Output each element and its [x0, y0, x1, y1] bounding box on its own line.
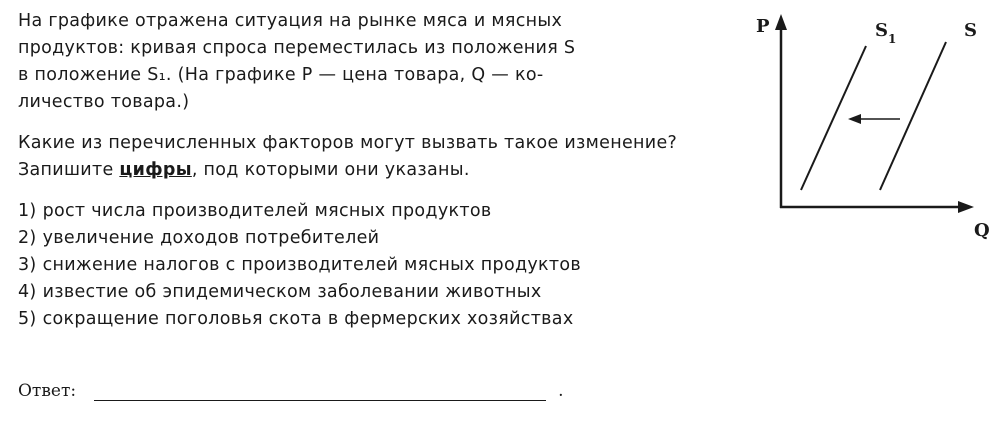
option-text: рост числа производителей мясных продуктов	[42, 201, 492, 221]
answer-field[interactable]	[94, 382, 546, 401]
question-text-start: Какие из перечисленных факторов могут вызвать такое изменение? Запишите	[18, 133, 678, 180]
answer-end-dot: .	[558, 381, 564, 401]
curve-s-label: S	[964, 20, 977, 41]
task-text	[18, 8, 718, 333]
x-axis-arrow	[958, 201, 974, 213]
task-intro	[18, 8, 718, 116]
curve-s1-label-main: S	[875, 20, 888, 41]
curve-s	[880, 42, 946, 190]
intro-line-1: На графике отражена ситуация на рынке мяса и мясных	[18, 11, 563, 31]
option-number: 3)	[18, 255, 37, 275]
option-text: увеличение доходов потребителей	[42, 228, 380, 248]
intro-line-4: личество товара.)	[18, 92, 190, 112]
option-item	[18, 198, 718, 225]
option-text: снижение налогов с производителей мясных продуктов	[42, 255, 581, 275]
answer-row	[18, 381, 564, 401]
option-number: 1)	[18, 201, 37, 221]
option-number: 4)	[18, 282, 37, 302]
y-axis-label: P	[756, 16, 770, 37]
option-item	[18, 252, 718, 279]
option-number: 5)	[18, 309, 37, 329]
intro-line-3: в положение S₁. (На графике P — цена товара, Q — ко-	[18, 65, 544, 85]
question-keyword: цифры	[119, 160, 192, 180]
graph-canvas	[740, 4, 998, 244]
y-axis-arrow	[775, 14, 787, 30]
curve-s1-label	[875, 20, 896, 46]
option-number: 2)	[18, 228, 37, 248]
option-item	[18, 279, 718, 306]
option-text: известие об эпидемическом заболевании животных	[42, 282, 542, 302]
task-question	[18, 130, 718, 184]
x-axis-label: Q	[974, 220, 990, 241]
curve-s1-label-sub: 1	[888, 32, 897, 46]
option-item	[18, 306, 718, 333]
intro-line-2: продуктов: кривая спроса переместилась из положения S	[18, 38, 576, 58]
option-text: сокращение поголовья скота в фермерских хозяйствах	[42, 309, 574, 329]
supply-shift-graph	[740, 4, 998, 244]
answer-label: Ответ:	[18, 381, 77, 401]
shift-arrow-icon	[848, 114, 861, 124]
options-list	[18, 198, 718, 333]
question-text-end: , под которыми они указаны.	[191, 160, 470, 180]
option-item	[18, 225, 718, 252]
